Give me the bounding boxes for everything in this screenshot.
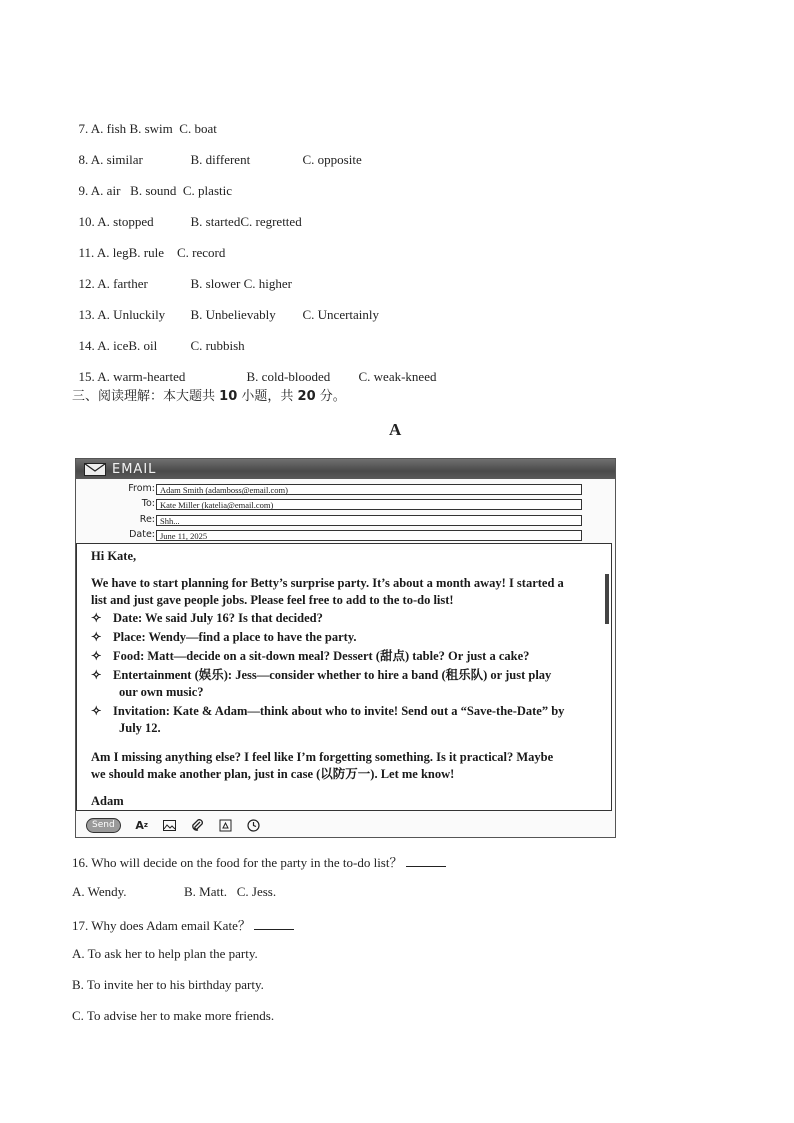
- attachment-icon[interactable]: [191, 818, 205, 832]
- re-row: [76, 514, 615, 528]
- question-16-options: A. Wendy. B. Matt. C. Jess.: [72, 884, 277, 899]
- answer-blank: [406, 856, 446, 867]
- question-17-option-a: A. To ask her to help plan the party.: [72, 946, 258, 961]
- passage-letter: A: [389, 420, 402, 439]
- question-7: 7. A. fish B. swim C. boat: [78, 121, 217, 136]
- greeting: Hi Kate,: [91, 549, 137, 563]
- email-toolbar: [86, 817, 261, 833]
- question-12: 12. A. farther B. slower C. higher: [78, 276, 292, 291]
- closing-line-2: we should make another plan, just in case (以防万一). Let me know!: [91, 767, 455, 781]
- from-label: From:: [128, 483, 155, 494]
- email-title-bar: [76, 459, 615, 479]
- intro-line-2: list and just gave people jobs. Please feel free to add to the to-do list!: [91, 593, 454, 607]
- closing-line-1: Am I missing anything else? I feel like I’m forgetting something. Is it practical? Maybe: [91, 750, 554, 764]
- bullet-invitation: ✧ Invitation: Kate & Adam—think about who to invite! Send out a “Save-the-Date” by: [91, 704, 565, 718]
- bullet-invitation-cont: July 12.: [119, 721, 161, 735]
- sparkle-icon: ✧: [91, 630, 102, 644]
- bullet-food: ✧ Food: Matt—decide on a sit-down meal? Dessert (甜点) table? Or just a cake?: [91, 649, 530, 663]
- email-bar-title: EMAIL: [112, 461, 157, 477]
- question-17: 17. Why does Adam email Kate？: [72, 915, 294, 934]
- re-field: Shh...: [156, 515, 582, 526]
- sparkle-icon: ✧: [91, 649, 102, 663]
- intro-line-1: We have to start planning for Betty’s surprise party. It’s about a month away! I started a: [91, 576, 564, 590]
- sparkle-icon: ✧: [91, 668, 102, 682]
- bullet-place: ✧ Place: Wendy—find a place to have the party.: [91, 630, 357, 644]
- signature: Adam: [91, 794, 124, 808]
- send-button[interactable]: Send: [86, 818, 121, 833]
- date-row: [76, 529, 615, 543]
- question-8: 8. A. similar B. different C. opposite: [78, 152, 362, 167]
- email-body: [76, 543, 612, 811]
- question-11: 11. A. legB. rule C. record: [78, 245, 226, 260]
- font-format-icon[interactable]: A z: [135, 818, 148, 832]
- clock-icon[interactable]: [247, 818, 261, 832]
- question-9: 9. A. air B. sound C. plastic: [78, 183, 232, 198]
- section-heading: 三、阅读理解：本大题共 10 小题，共 20 分。: [72, 389, 346, 404]
- bullet-entertainment-cont: our own music?: [119, 685, 204, 699]
- question-14: 14. A. iceB. oil C. rubbish: [78, 338, 245, 353]
- image-icon[interactable]: [163, 818, 177, 832]
- date-field: June 11, 2025: [156, 530, 582, 541]
- sparkle-icon: ✧: [91, 704, 102, 718]
- email-image: [75, 458, 616, 838]
- question-16: 16. Who will decide on the food for the party in the to-do list？: [72, 852, 446, 871]
- from-row: [76, 483, 615, 497]
- date-label: Date:: [129, 529, 155, 540]
- from-field: Adam Smith (adamboss@email.com): [156, 484, 582, 495]
- lock-icon[interactable]: [219, 818, 233, 832]
- answer-blank: [254, 919, 294, 930]
- question-15: 15. A. warm-hearted B. cold-blooded C. weak-kneed: [78, 369, 437, 384]
- scrollbar: [605, 574, 609, 624]
- bullet-date: ✧ Date: We said July 16? Is that decided?: [91, 611, 323, 625]
- question-17-option-b: B. To invite her to his birthday party.: [72, 977, 264, 992]
- bullet-entertainment: ✧ Entertainment (娱乐): Jess—consider whether to hire a band (租乐队) or just play: [91, 668, 552, 682]
- to-field: Kate Miller (katelia@email.com): [156, 499, 582, 510]
- to-row: [76, 498, 615, 512]
- question-17-option-c: C. To advise her to make more friends.: [72, 1008, 275, 1023]
- question-10: 10. A. stopped B. startedC. regretted: [78, 214, 302, 229]
- re-label: Re:: [139, 514, 155, 525]
- to-label: To:: [141, 498, 155, 509]
- envelope-icon: [84, 463, 106, 476]
- question-13: 13. A. Unluckily B. Unbelievably C. Uncertainly: [78, 307, 380, 322]
- sparkle-icon: ✧: [91, 611, 102, 625]
